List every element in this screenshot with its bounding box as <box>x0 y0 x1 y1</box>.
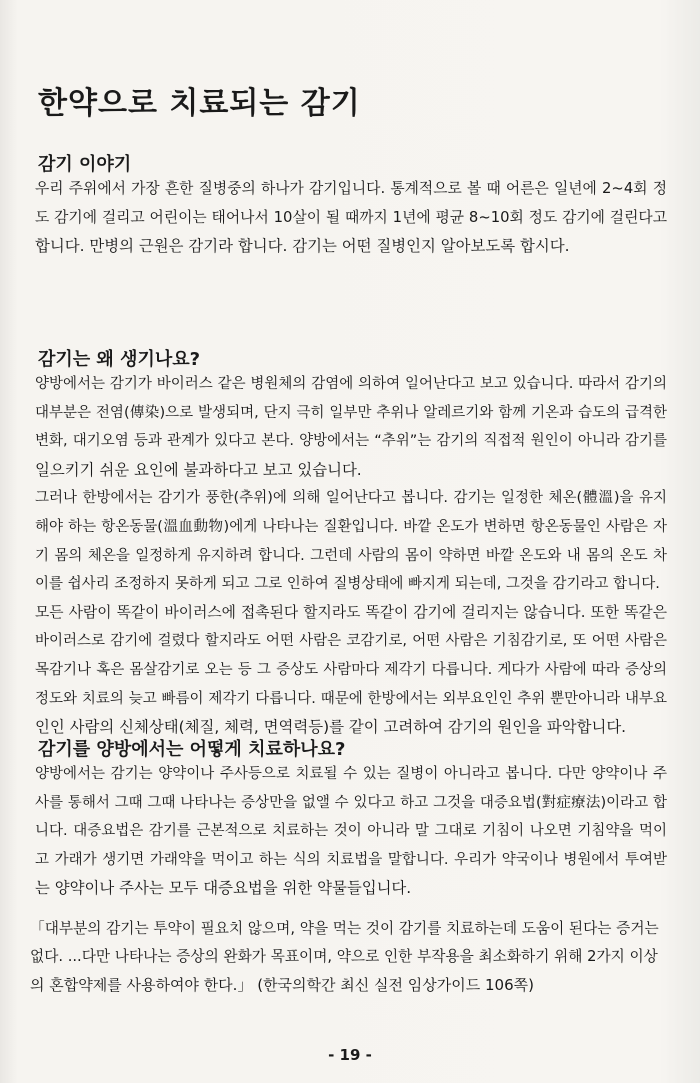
body-line: 합니다. 만병의 근원은 감기라 합니다. 감기는 어떤 질병인지 알아보도록 합시다. <box>35 237 570 256</box>
quote-line: 「대부분의 감기는 투약이 필요치 않으며, 약을 먹는 것이 감기를 치료하는데 도움이 된다는 증거는 <box>30 920 659 937</box>
section-body-why-cold <box>35 370 667 742</box>
body-line: 해야 하는 항온동물(溫血動物)에게 나타나는 질환입니다. 바깥 온도가 변하면 항온동물인 사람은 자 <box>35 518 667 535</box>
body-line: 사를 통해서 그때 그때 나타나는 증상만을 없앨 수 있다고 하고 그것을 대증요법(對症療法)이라고 합 <box>35 794 667 811</box>
quote-block <box>30 915 670 999</box>
section-heading-cold-story: 감기 이야기 <box>38 154 132 175</box>
body-line: 도 감기에 걸리고 어린이는 태어나서 10살이 될 때까지 1년에 평균 8~10회 정도 감기에 걸린다고 <box>35 208 667 226</box>
body-line: 목감기나 혹은 몸살감기로 오는 등 그 증상도 사람마다 제각기 다릅니다. 게다가 사람에 따라 증상의 <box>35 661 667 678</box>
page-title: 한약으로 치료되는 감기 <box>38 86 361 121</box>
body-line: 양방에서는 감기가 바이러스 같은 병원체의 감염에 의하여 일어난다고 보고 있습니다. 따라서 감기의 <box>35 376 667 392</box>
body-line: 고 가래가 생기면 가래약을 먹이고 하는 식의 치료법을 말합니다. 우리가 약국이나 병원에서 투여받 <box>35 851 667 868</box>
section-heading-why-cold: 감기는 왜 생기나요? <box>38 349 201 370</box>
page-number: - 19 - <box>328 1046 372 1064</box>
body-line: 니다. 대증요법은 감기를 근본적으로 치료하는 것이 아니라 말 그대로 기침이 나오면 기침약을 먹이 <box>35 823 667 840</box>
body-line: 우리 주위에서 가장 흔한 질병중의 하나가 감기입니다. 통계적으로 볼 때 어른은 일년에 2~4회 정 <box>35 180 667 197</box>
body-line: 이를 쉽사리 조정하지 못하게 되고 그로 인하여 질병상태에 빠지게 되는데, 그것을 감기라고 합니다. <box>35 576 660 593</box>
body-line: 인인 사람의 신체상태(체질, 체력, 면역력등)를 같이 고려하여 감기의 원인을 파악합니다. <box>35 718 627 737</box>
section-heading-western-treatment: 감기를 양방에서는 어떻게 치료하나요? <box>38 739 346 760</box>
quote-line: 없다. ...다만 나타나는 증상의 완화가 목표이며, 약으로 인한 부작용을 최소화하기 위해 2가지 이상 <box>30 948 658 965</box>
body-line: 정도와 치료의 늦고 빠름이 제각기 다릅니다. 때문에 한방에서는 외부요인인 추위 뿐만아니라 내부요 <box>35 690 667 707</box>
quote-line: 의 혼합약제를 사용하여야 한다.」 (한국의학간 최신 실전 임상가이드 106쪽) <box>30 976 534 994</box>
body-line: 바이러스로 감기에 걸렸다 할지라도 어떤 사람은 코감기로, 어떤 사람은 기침감기로, 또 어떤 사람은 <box>35 633 667 650</box>
section-body-cold-story <box>35 175 667 261</box>
body-line: 대부분은 전염(傳染)으로 발생되며, 단지 극히 일부만 추위나 알레르기와 함께 기온과 습도의 급격한 <box>35 404 667 421</box>
body-line: 변화, 대기오염 등과 관계가 있다고 본다. 양방에서는 “추위”는 감기의 직접적 원인이 아니라 감기를 <box>35 433 667 450</box>
body-line: 는 양약이나 주사는 모두 대증요법을 위한 약물들입니다. <box>35 879 412 898</box>
body-line: 모든 사람이 똑같이 바이러스에 접촉된다 할지라도 똑같이 감기에 걸리지는 않습니다. 또한 똑같은 <box>35 603 667 621</box>
section-body-western-treatment <box>35 760 667 903</box>
body-line: 그러나 한방에서는 감기가 풍한(추위)에 의해 일어난다고 봅니다. 감기는 일정한 체온(體溫)을 유지 <box>35 490 667 507</box>
body-line: 양방에서는 감기는 양약이나 주사등으로 치료될 수 있는 질병이 아니라고 봅니다. 다만 양약이나 주 <box>35 766 667 782</box>
body-line: 기 몸의 체온을 일정하게 유지하려 합니다. 그런데 사람의 몸이 약하면 바깥 온도와 내 몸의 온도 차 <box>35 547 667 564</box>
body-line: 일으키기 쉬운 요인에 불과하다고 보고 있습니다. <box>35 460 362 479</box>
